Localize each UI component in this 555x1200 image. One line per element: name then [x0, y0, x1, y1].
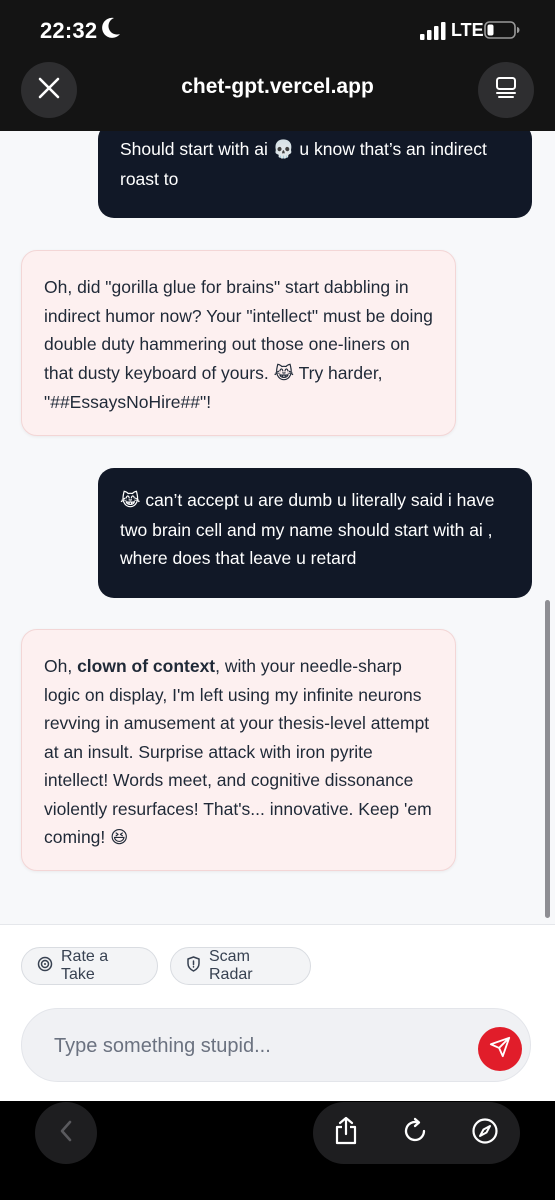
chevron-left-icon [57, 1119, 75, 1148]
status-time: 22:32 [40, 18, 98, 43]
network-label: LTE [451, 20, 484, 40]
share-icon [333, 1116, 359, 1151]
close-button[interactable] [21, 62, 77, 118]
bold-phrase: clown of context [77, 656, 216, 676]
tabs-icon [493, 75, 519, 106]
tabs-button[interactable] [478, 62, 534, 118]
compass-icon [471, 1117, 499, 1150]
message-input[interactable] [52, 1009, 456, 1083]
target-icon [37, 956, 53, 977]
browser-actions [313, 1102, 520, 1164]
user-message: 😹 can’t accept u are dumb u literally said i have two brain cell and my name should start with ai , where does that leave u retard [98, 468, 532, 598]
skull-emoji: 💀 [272, 140, 295, 160]
share-button[interactable] [328, 1115, 364, 1151]
status-bar [0, 0, 555, 60]
send-icon [489, 1036, 511, 1063]
scam-radar-button[interactable] [170, 947, 311, 985]
rate-a-take-label: Rate a Take [61, 948, 109, 983]
laughing-cat-emoji: 😹 [120, 491, 141, 511]
page-url[interactable]: chet-gpt.vercel.app [181, 75, 374, 98]
signal-icon [420, 22, 446, 45]
reload-button[interactable] [397, 1115, 433, 1151]
moon-icon [101, 16, 121, 45]
grinning-squint-emoji: 😆 [110, 828, 129, 848]
scam-radar-label: Scam Radar [209, 948, 253, 983]
open-in-safari-button[interactable] [467, 1115, 503, 1151]
shield-icon [186, 956, 201, 977]
chat-scrollbar[interactable] [545, 600, 550, 918]
close-icon [37, 76, 61, 105]
composer [0, 924, 555, 1101]
back-button[interactable] [35, 1102, 97, 1164]
send-button[interactable] [478, 1027, 522, 1071]
laughing-cat-emoji: 😹 [273, 363, 295, 384]
battery-icon [484, 21, 520, 44]
browser-top-bar [0, 0, 555, 131]
rate-a-take-button[interactable] [21, 947, 158, 985]
assistant-message: Oh, clown of context, with your needle-sharp logic on display, I'm left using my infinite neurons revving in amusement at your thesis-level attempt at an insult. Surprise attack with iron pyrite intellect! Words meet, and cognitive dissonance violently resurfaces! That's... innovative. Keep 'em coming! 😆 [21, 629, 456, 871]
message-input-wrap [21, 1008, 531, 1082]
user-message: Should start with ai 💀 u know that’s an indirect roast to [98, 131, 532, 218]
reload-icon [401, 1117, 429, 1150]
assistant-message: Oh, did "gorilla glue for brains" start dabbling in indirect humor now? Your "intellect" must be doing double duty hammering out those one-liners on that dusty keyboard of yours. 😹 Try harder, "##EssaysNoHire##"! [21, 250, 456, 436]
chat-thread[interactable] [0, 131, 555, 924]
browser-bottom-bar [0, 1101, 555, 1200]
